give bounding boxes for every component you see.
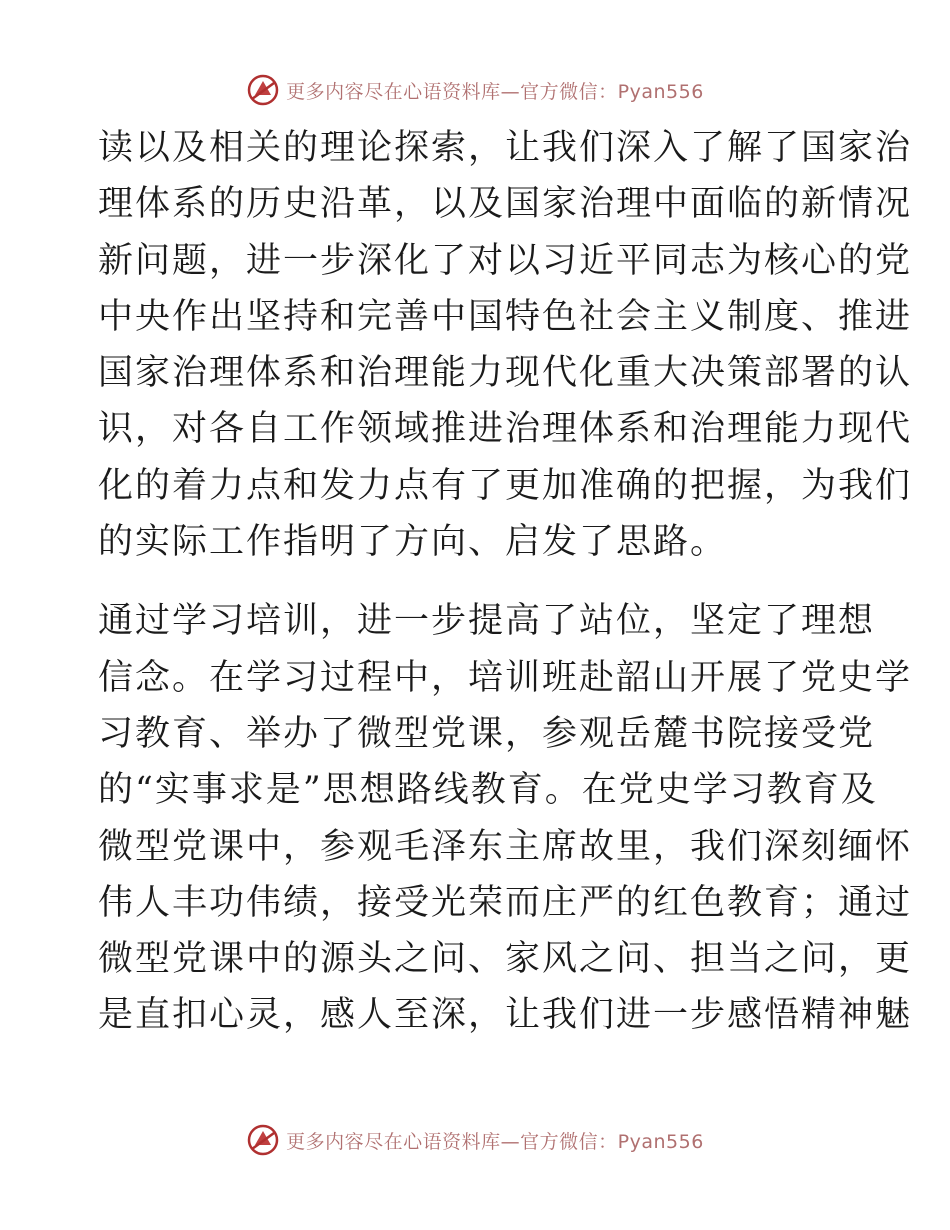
red-seal-logo-icon	[246, 1123, 280, 1157]
text-line: 国家治理体系和治理能力现代化重大决策部署的认	[98, 353, 913, 394]
text-line: 的“实事求是”思想路线教育。在党史学习教育及	[98, 770, 878, 811]
text-line: 识，对各自工作领域推进治理体系和治理能力现代	[98, 409, 913, 450]
document-body	[98, 120, 913, 1044]
paragraph-gap	[98, 570, 858, 593]
text-line: 习教育、举办了微型党课，参观岳麓书院接受党	[98, 713, 876, 754]
text-line: 是直扣心灵，感人至深，让我们进一步感悟精神魅	[98, 995, 913, 1036]
paragraph-1	[98, 120, 913, 570]
text-line: 理体系的历史沿革，以及国家治理中面临的新情况	[98, 184, 913, 225]
text-line: 伟人丰功伟绩，接受光荣而庄严的红色教育；通过	[98, 882, 913, 923]
header-watermark-text: 更多内容尽在心语资料库—官方微信：Pyan556	[286, 80, 704, 103]
text-line: 通过学习培训，进一步提高了站位，坚定了理想	[98, 601, 876, 642]
text-line: 中央作出坚持和完善中国特色社会主义制度、推进	[98, 296, 913, 337]
footer-watermark	[0, 1120, 950, 1160]
text-line: 信念。在学习过程中，培训班赴韶山开展了党史学	[98, 657, 913, 698]
red-seal-logo-icon	[246, 73, 280, 107]
text-line: 读以及相关的理论探索，让我们深入了解了国家治	[98, 128, 913, 168]
text-line: 新问题，进一步深化了对以习近平同志为核心的党	[98, 240, 913, 281]
text-line: 化的着力点和发力点有了更加准确的把握，为我们	[98, 465, 913, 506]
text-line: 的实际工作指明了方向、启发了思路。	[98, 522, 728, 563]
text-line: 微型党课中，参观毛泽东主席故里，我们深刻缅怀	[98, 826, 913, 867]
header-watermark	[0, 70, 950, 110]
text-line: 微型党课中的源头之问、家风之问、担当之问，更	[98, 939, 913, 980]
footer-watermark-text: 更多内容尽在心语资料库—官方微信：Pyan556	[286, 1130, 704, 1153]
paragraph-2	[98, 593, 913, 1043]
